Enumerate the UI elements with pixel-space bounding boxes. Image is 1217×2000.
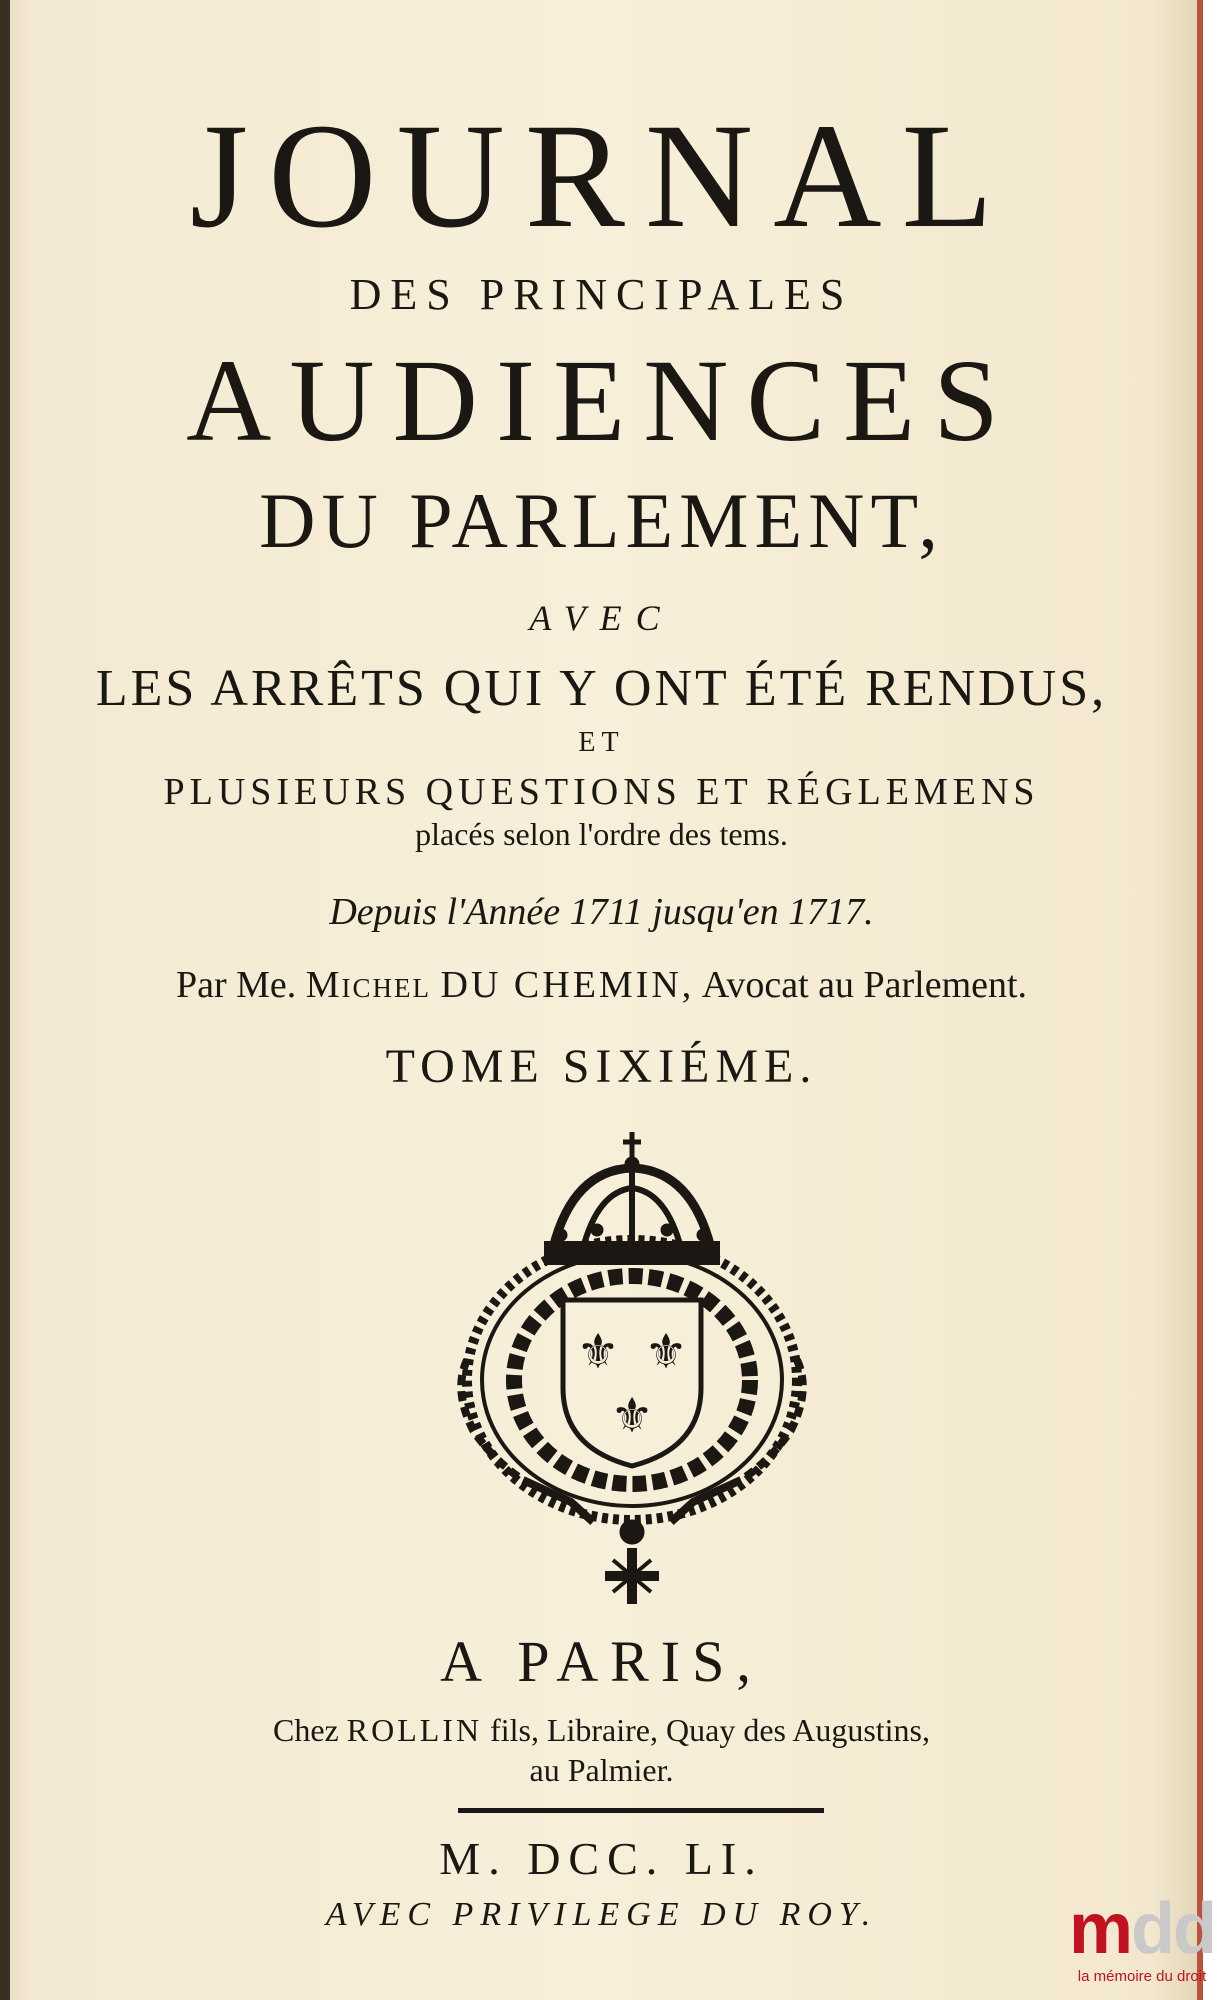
mdd-watermark-logo xyxy=(1067,1890,1217,2000)
et-line: ET xyxy=(578,727,625,758)
main-title: JOURNAL xyxy=(189,93,1014,259)
author-first-name: Michel xyxy=(305,964,432,1006)
arrets-line: LES ARRÊTS QUI Y ONT ÉTÉ RENDUS, xyxy=(95,660,1108,717)
royal-arms-emblem xyxy=(453,1130,811,1608)
order-line: placés selon l'ordre des tems. xyxy=(415,816,788,852)
subtitle-line-1: DES PRINCIPALES xyxy=(349,270,854,319)
publisher-name: ROLLIN xyxy=(346,1712,483,1748)
publisher-line xyxy=(0,1711,1203,1749)
volume-line: TOME SIXIÉME. xyxy=(385,1040,818,1093)
address-line: au Palmier. xyxy=(529,1752,674,1788)
author-line xyxy=(0,963,1203,1007)
mdd-logo-mark xyxy=(1067,1890,1217,1968)
author-prefix: Par Me. xyxy=(175,964,297,1006)
svg-text:⚜: ⚜ xyxy=(610,1388,654,1444)
subtitle-line-2: AUDIENCES xyxy=(186,335,1017,466)
svg-text:⚜: ⚜ xyxy=(644,1324,688,1380)
author-role: Avocat au Parlement. xyxy=(701,964,1028,1006)
period-line: Depuis l'Année 1711 jusqu'en 1717. xyxy=(329,891,874,933)
questions-line: PLUSIEURS QUESTIONS ET RÉGLEMENS xyxy=(163,771,1040,813)
date-line: M. DCC. LI. xyxy=(439,1833,764,1884)
privilege-line: AVEC PRIVILEGE DU ROY. xyxy=(325,1896,878,1933)
author-last-name: DU CHEMIN, xyxy=(440,964,695,1006)
avec-line: AVEC xyxy=(529,598,674,638)
mdd-logo-m: m xyxy=(1069,1889,1132,1969)
publisher-rest: fils, Libraire, Quay des Augustins, xyxy=(490,1712,930,1748)
mdd-logo-dd: dd xyxy=(1131,1889,1215,1969)
publisher-chez: Chez xyxy=(273,1712,339,1748)
mdd-logo-caption: la mémoire du droit xyxy=(1077,1968,1207,1985)
place-line: A PARIS, xyxy=(440,1629,763,1694)
subtitle-line-3: DU PARLEMENT, xyxy=(259,477,944,564)
horizontal-rule xyxy=(458,1808,824,1813)
svg-text:⚜: ⚜ xyxy=(576,1324,620,1380)
